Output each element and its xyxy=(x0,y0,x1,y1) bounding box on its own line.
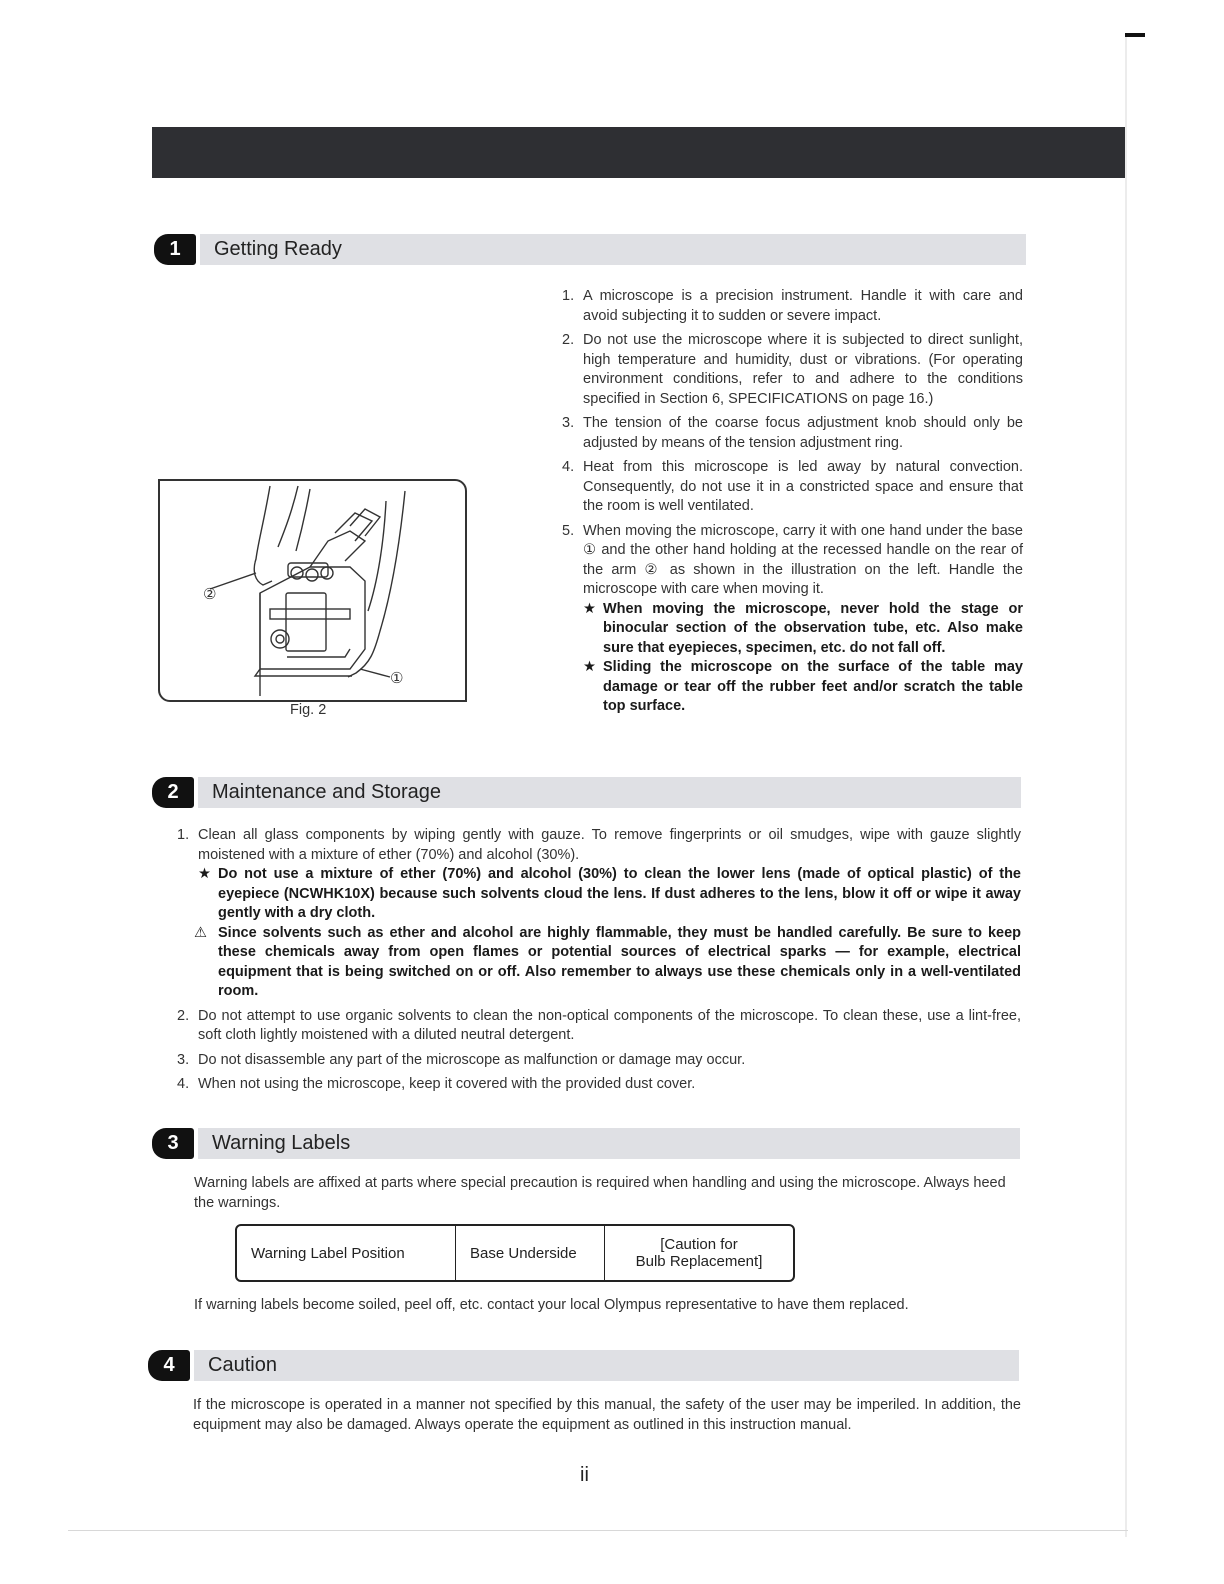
note-bold xyxy=(198,865,1021,924)
list-item xyxy=(177,1075,1021,1095)
warning-label-table xyxy=(235,1224,795,1282)
caution-line-1: [Caution for xyxy=(660,1236,738,1253)
note-text: Sliding the microscope on the surface of the table may damage or tear off the rubber feet and/or scratch the table top surface. xyxy=(603,659,1023,714)
note-text: Do not use a mixture of ether (70%) and alcohol (30%) to clean the lower lens (made of optical plastic) of the eyepiece (NCWHK10X) because such solvents cloud the lens. If dust adheres to the lens, blow it off or wipe it away gently with a dry cloth. xyxy=(218,866,1021,921)
list-item xyxy=(177,1007,1021,1046)
item-number: 1. xyxy=(177,827,190,843)
figure-microscope-carry xyxy=(158,479,467,702)
item-number: 4. xyxy=(177,1076,190,1092)
caution-line-2: Bulb Replacement] xyxy=(635,1253,763,1270)
item-text: When moving the microscope, carry it with one hand under the base ① and the other hand holding at the recessed handle on the rear of the arm ② as shown in the illustration on the left. Handle the microscope with care when moving it. xyxy=(583,522,1023,597)
list-item xyxy=(562,287,1023,326)
note-bold xyxy=(583,658,1023,717)
star-icon: ★ xyxy=(198,866,211,882)
list-item xyxy=(562,458,1023,517)
getting-ready-list xyxy=(562,287,1023,722)
section-header-maintenance xyxy=(152,777,1021,809)
item-number: 3. xyxy=(562,415,575,431)
list-item xyxy=(177,826,1021,1002)
item-number: 2. xyxy=(562,332,575,348)
header-band xyxy=(152,127,1127,178)
item-text: Do not disassemble any part of the microscope as malfunction or damage may occur. xyxy=(198,1051,746,1068)
section-title: Getting Ready xyxy=(200,234,1026,265)
section-number: 1 xyxy=(154,234,196,265)
list-item xyxy=(562,414,1023,453)
item-number: 5. xyxy=(562,522,575,539)
note-bold xyxy=(583,600,1023,659)
callout-arm: ② xyxy=(203,585,217,603)
microscope-illustration xyxy=(160,481,465,700)
item-number: 4. xyxy=(562,459,575,475)
table-cell-caution xyxy=(604,1226,793,1280)
section-header-caution xyxy=(148,1350,1019,1382)
item-number: 2. xyxy=(177,1007,190,1024)
note-text: When moving the microscope, never hold the stage or binocular section of the observation tube, etc. Also make sure that eyepieces, specimen, etc. do not fall off. xyxy=(603,600,1023,656)
caution-text: If the microscope is operated in a manner not specified by this manual, the safety of the user may be imperiled. In addition, the equipment may also be damaged. Always operate the equipment as outlined in this instruction manual. xyxy=(193,1397,1021,1433)
list-item xyxy=(177,1051,1021,1071)
page-number: ii xyxy=(580,1464,589,1486)
list-item xyxy=(562,331,1023,409)
warning-labels-intro: Warning labels are affixed at parts where special precaution is required when handling and using the microscope. Always heed the warnings. xyxy=(194,1175,1006,1211)
item-text: Heat from this microscope is led away by natural convection. Consequently, do not use it in a constricted space and ensure that the room is well ventilated. xyxy=(583,459,1023,514)
section-title: Maintenance and Storage xyxy=(198,777,1021,808)
section-number: 4 xyxy=(148,1350,190,1381)
section-number: 3 xyxy=(152,1128,194,1159)
item-text: Do not use the microscope where it is subjected to direct sunlight, high temperature and humidity, dust or vibrations. (For operating environment conditions, refer to and adhere to the conditions specified in Section 6, SPECIFICATIONS on page 16.) xyxy=(583,332,1023,407)
section-title: Warning Labels xyxy=(198,1128,1020,1159)
callout-base: ① xyxy=(390,669,404,687)
crop-mark xyxy=(1125,33,1145,37)
section-header-warning-labels xyxy=(152,1128,1020,1160)
item-number: 1. xyxy=(562,288,575,304)
page-edge-line xyxy=(1125,37,1127,1537)
section-title: Caution xyxy=(194,1350,1019,1381)
warning-labels-footer: If warning labels become soiled, peel off, etc. contact your local Olympus representative to have them replaced. xyxy=(194,1297,909,1313)
warning-text: Since solvents such as ether and alcohol are highly flammable, they must be handled carefully. Be sure to keep these chemicals away from open flames or potential sources of electrical sparks — for example, electrical equipment that is being switched on or off. Also remember to always use these chemicals only in a well-ventilated room. xyxy=(218,924,1021,999)
section-number: 2 xyxy=(152,777,194,808)
star-icon: ★ xyxy=(583,659,596,675)
item-text: Do not attempt to use organic solvents to clean the non-optical components of the microscope. To clean these, use a lint-free, soft cloth lightly moistened with a diluted neutral detergent. xyxy=(198,1007,1021,1043)
warning-triangle-icon: ⚠ xyxy=(194,924,207,941)
warning-bold xyxy=(194,924,1021,1002)
item-number: 3. xyxy=(177,1051,190,1068)
section-header-getting-ready xyxy=(154,234,1026,266)
table-row xyxy=(237,1226,793,1280)
bottom-rule xyxy=(68,1530,1128,1531)
item-text: When not using the microscope, keep it covered with the provided dust cover. xyxy=(198,1076,696,1092)
figure-caption: Fig. 2 xyxy=(290,702,327,718)
maintenance-list xyxy=(177,826,1021,1100)
table-cell-location: Base Underside xyxy=(455,1226,604,1280)
table-cell-position-header: Warning Label Position xyxy=(251,1244,405,1262)
star-icon: ★ xyxy=(583,600,596,617)
item-text: Clean all glass components by wiping gently with gauze. To remove fingerprints or oil smudges, wipe with gauze slightly moistened with a mixture of ether (70%) and alcohol (30%). xyxy=(198,827,1021,863)
item-text: A microscope is a precision instrument. Handle it with care and avoid subjecting it to sudden or severe impact. xyxy=(583,288,1023,324)
list-item xyxy=(562,522,1023,717)
item-text: The tension of the coarse focus adjustment knob should only be adjusted by means of the tension adjustment ring. xyxy=(583,415,1023,451)
